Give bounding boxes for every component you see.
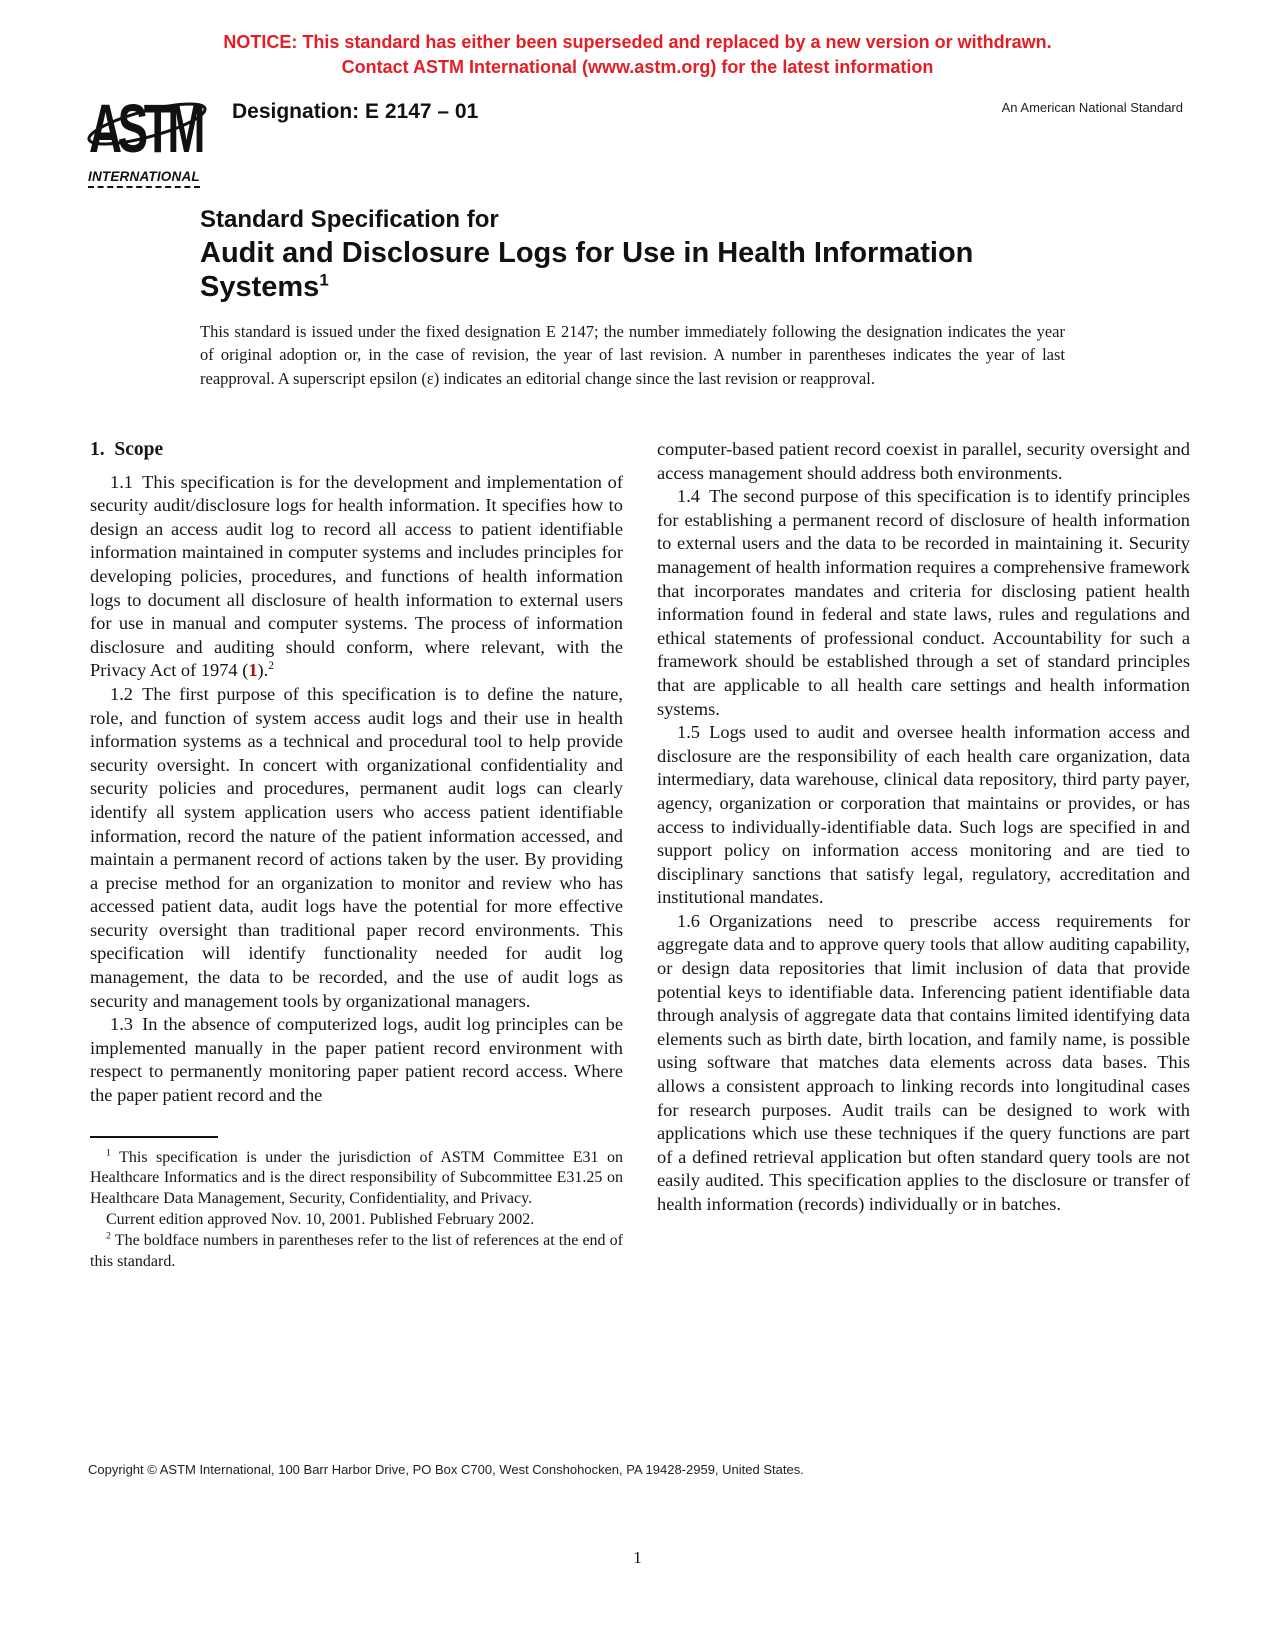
title-kicker: Standard Specification for (200, 206, 499, 233)
left-column (90, 438, 623, 1272)
astm-logo-letters: ASTM (89, 91, 202, 168)
footnote-2-text: The boldface numbers in parentheses refer to the list of references at the end of this standard. (90, 1231, 623, 1270)
footnote-1-marker: 1 (106, 1147, 111, 1159)
footnote-2 (90, 1231, 623, 1273)
footnote-2-marker-inline: 2 (268, 660, 274, 673)
notice-line-1: NOTICE: This standard has either been superseded and replaced by a new version or withdrawn. (223, 32, 1052, 52)
orbit-ellipse-icon (88, 76, 210, 168)
title-last-line (200, 270, 973, 304)
body-columns (90, 438, 1190, 1272)
page-number: 1 (633, 1548, 642, 1567)
paragraph-1-1-close: ). (257, 660, 269, 681)
title-main-line: Audit and Disclosure Logs for Use in Health Information (200, 237, 974, 269)
paragraph-1-1-text: 1.1 This specification is for the development and implementation of security audit/disclosure logs for health information. It specifies how to design an access audit log to record all access to patient identifiable information maintained in computer systems and includes principles for developing policies, procedures, and functions of health information logs to document all disclosure of health information to external users for use in manual and computer systems. The process of information disclosure and auditing should conform, where relevant, with the Privacy Act of 1974 ( (90, 471, 623, 681)
paragraph-1-1 (90, 471, 623, 683)
paragraph-1-2: 1.2 The first purpose of this specification is to define the nature, role, and function of system access audit logs and their use in health information systems as a technical and procedural tool to help provide security oversight. In concert with organizational confidentiality and security policies and procedures, permanent audit logs can clearly identify all system application users who access patient identifiable information, record the nature of the patient information accessed, and maintain a permanent record of actions taken by the user. By providing a precise method for an organization to monitor and review who has accessed patient data, audit logs have the potential for more effective security oversight than traditional paper record environments. This specification will identify functionality needed for audit log management, the data to be recorded, and the use of audit logs as security and management tools by organizational managers. (90, 683, 623, 1011)
footnote-1 (90, 1148, 623, 1210)
reference-1-number: 1 (248, 660, 258, 681)
national-standard-label: An American National Standard (1001, 100, 1183, 115)
designation-text: Designation: E 2147 – 01 (232, 100, 479, 123)
right-column (657, 438, 1190, 1272)
footnote-1-text: This specification is under the jurisdiction of ASTM Committee E31 on Healthcare Informatics and is the direct responsibility of Subcommittee E31.25 on Healthcare Data Management, Security, Confidentiality, and Privacy. (90, 1148, 623, 1208)
footnote-separator-rule (90, 1136, 218, 1138)
title-systems-word: Systems (200, 271, 320, 303)
notice-line-2: Contact ASTM International (www.astm.org) for the latest information (341, 57, 934, 78)
astm-logo (88, 76, 210, 188)
paragraph-1-3: 1.3 In the absence of computerized logs, audit log principles can be implemented manually in the paper patient record environment with respect to permanently monitoring paper patient record access. Where the paper patient record and the (90, 1014, 623, 1106)
withdrawal-notice-banner (0, 30, 1275, 80)
document-title (200, 204, 973, 304)
astm-globe-icon (88, 76, 210, 168)
title-footnote-marker: 1 (319, 270, 329, 290)
paragraph-1-6: 1.6 Organizations need to prescribe access requirements for aggregate data and to approve query tools that allow auditing capability, or design data repositories that limit inclusion of data that provide potential keys to identifiable data. Inferencing patient identifiable data through analysis of aggregate data that contains limited identifying data elements such as birth date, birth location, and family name, is possible using software that matches data elements across data bases. This allows a consistent approach to linking records into longitudinal cases for research purposes. Audit trails can be designed to work with applications which use these techniques if the query functions are part of a defined retrieval application but often standard query tools are not easily audited. This specification applies to the disclosure or transfer of health information (records) individually or in batches. (657, 910, 1190, 1214)
footnote-2-marker: 2 (106, 1230, 111, 1242)
footnote-block (90, 1136, 623, 1273)
footnote-1-edition: Current edition approved Nov. 10, 2001. Published February 2002. (106, 1211, 535, 1229)
paragraph-1-4: 1.4 The second purpose of this specification is to identify principles for establishing a permanent record of disclosure of health information to external users and the data to be recorded in maintaining it. Security management of health information requires a comprehensive framework that incorporates mandates and criteria for disclosing patient health information found in federal and state laws, rules and regulations and ethical statements of professional conduct. Accountability for such a framework should be established through a set of standard principles that are applicable to all health care settings and health information systems. (657, 486, 1190, 719)
scope-heading: 1. Scope (90, 439, 164, 460)
copyright-line: Copyright © ASTM International, 100 Barr Harbor Drive, PO Box C700, West Conshohocken, PA 19428-2959, United States. (88, 1462, 804, 1477)
paragraph-1-3-continuation: computer-based patient record coexist in parallel, security oversight and access management should address both environments. (657, 439, 1190, 483)
astm-logo-international-label: INTERNATIONAL (88, 169, 200, 188)
paragraph-1-5: 1.5 Logs used to audit and oversee health information access and disclosure are the responsibility of each health care organization, data intermediary, data warehouse, clinical data repository, third party payer, agency, organization or corporation that maintains or provides, or has access to individually-identifiable data. Such logs are specified in and support policy on information access monitoring and are tied to disciplinary sanctions that satisfy legal, regulatory, accreditation and institutional mandates. (657, 722, 1190, 908)
issue-note: This standard is issued under the fixed designation E 2147; the number immediately following the designation indicates the year of original adoption or, in the case of revision, the year of last revision. A number in parentheses indicates the year of last reapproval. A superscript epsilon (ε) indicates an editorial change since the last revision or reapproval. (200, 322, 1065, 388)
